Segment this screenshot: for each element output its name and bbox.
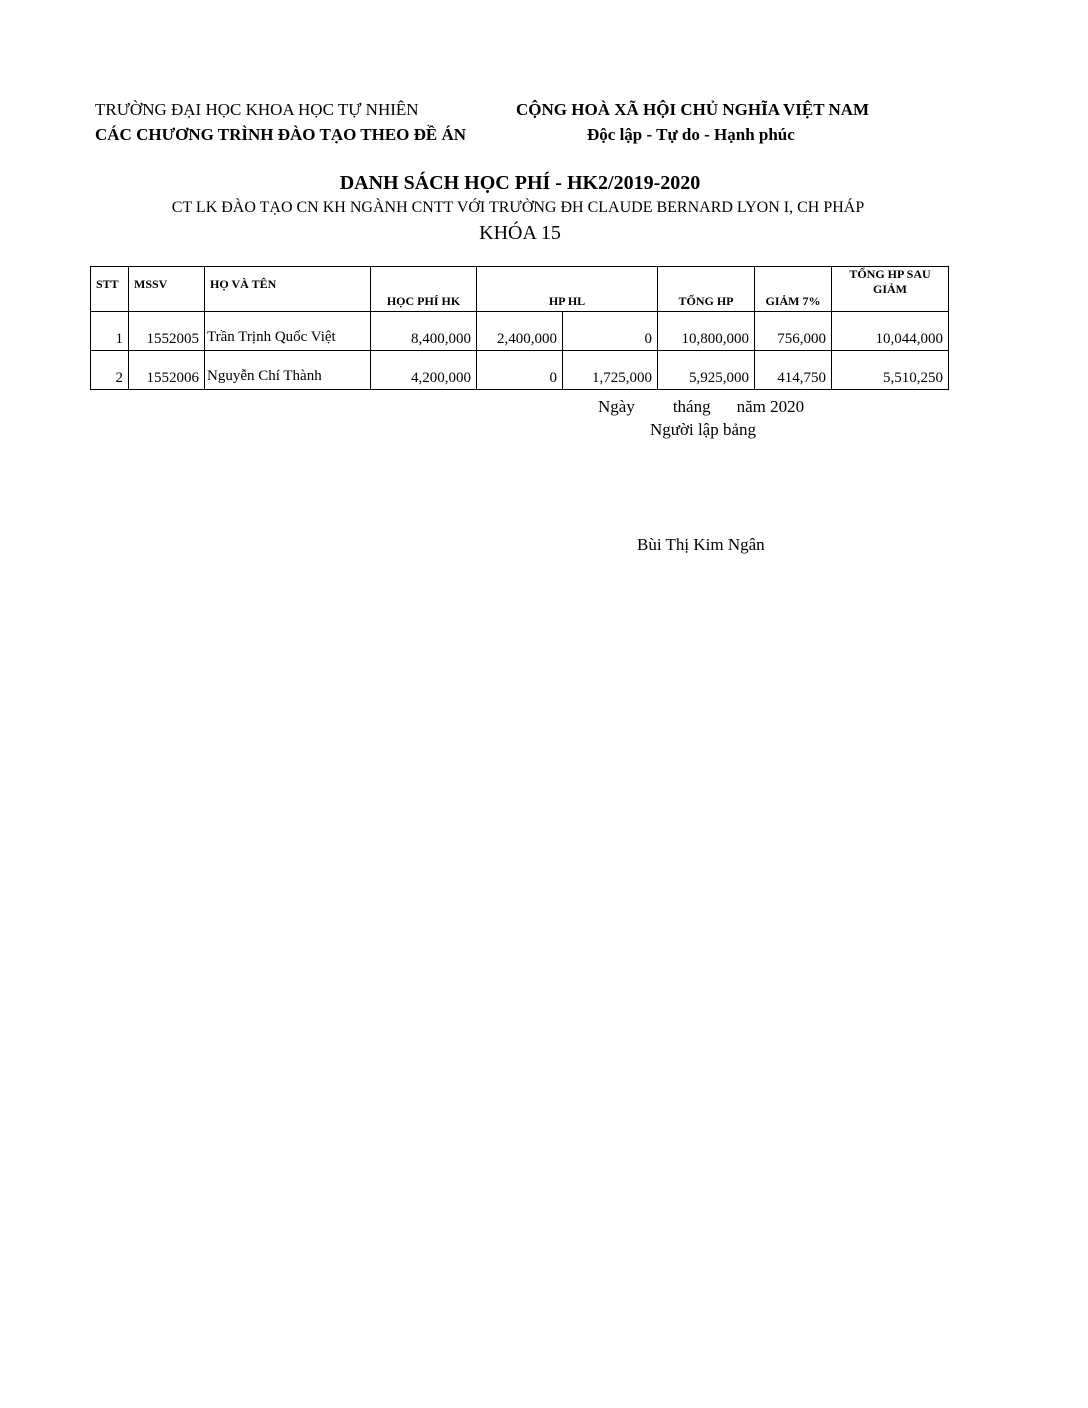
tuition-table <box>90 266 949 390</box>
header-total-after-line1: TỔNG HP SAU <box>849 267 931 281</box>
cell-hl1: 2,400,000 <box>477 312 563 351</box>
header-total-after <box>832 267 949 312</box>
cell-stt: 1 <box>91 312 129 351</box>
header-total: TỔNG HP <box>658 267 755 312</box>
document-title: DANH SÁCH HỌC PHÍ - HK2/2019-2020 <box>339 172 701 194</box>
signer-name: Bùi Thị Kim Ngân <box>637 535 765 554</box>
document-subtitle: CT LK ĐÀO TẠO CN KH NGÀNH CNTT VỚI TRƯỜNG ĐH CLAUDE BERNARD LYON I, CH PHÁP <box>171 199 865 216</box>
national-title: CỘNG HOÀ XÃ HỘI CHỦ NGHĨA VIỆT NAM <box>516 100 870 119</box>
cell-mssv: 1552006 <box>129 351 205 390</box>
institution-name: TRƯỜNG ĐẠI HỌC KHOA HỌC TỰ NHIÊN <box>95 100 419 119</box>
day-label: Ngày <box>598 397 635 416</box>
header-total-after-line2: GIẢM <box>873 282 907 296</box>
header-tuition: HỌC PHÍ HK <box>371 267 477 312</box>
month-label: tháng <box>672 397 711 416</box>
cell-hl2: 1,725,000 <box>563 351 658 390</box>
header-stt: STT <box>91 267 129 312</box>
cell-mssv: 1552005 <box>129 312 205 351</box>
date-line <box>598 397 804 417</box>
creator-label: Người lập bảng <box>650 420 757 439</box>
cell-discount: 756,000 <box>755 312 832 351</box>
program-unit: CÁC CHƯƠNG TRÌNH ĐÀO TẠO THEO ĐỀ ÁN <box>95 125 467 144</box>
cohort-label: KHÓA 15 <box>479 222 561 244</box>
national-motto: Độc lập - Tự do - Hạnh phúc <box>587 125 795 144</box>
cell-stt: 2 <box>91 351 129 390</box>
header-discount: GIẢM 7% <box>755 267 832 312</box>
cell-total-after: 10,044,000 <box>832 312 949 351</box>
cell-total-after: 5,510,250 <box>832 351 949 390</box>
cell-tuition: 4,200,000 <box>371 351 477 390</box>
cell-discount: 414,750 <box>755 351 832 390</box>
cell-name: Nguyễn Chí Thành <box>205 351 371 390</box>
cell-name: Trần Trịnh Quốc Việt <box>205 312 371 351</box>
cell-total: 10,800,000 <box>658 312 755 351</box>
table-row <box>91 351 949 390</box>
header-hp-hl: HP HL <box>477 267 658 312</box>
cell-hl2: 0 <box>563 312 658 351</box>
cell-total: 5,925,000 <box>658 351 755 390</box>
table-row <box>91 312 949 351</box>
cell-hl1: 0 <box>477 351 563 390</box>
header-name: HỌ VÀ TÊN <box>205 267 371 312</box>
year-label: năm 2020 <box>736 397 805 416</box>
cell-tuition: 8,400,000 <box>371 312 477 351</box>
header-mssv: MSSV <box>129 267 205 312</box>
table-header-row <box>91 267 949 312</box>
